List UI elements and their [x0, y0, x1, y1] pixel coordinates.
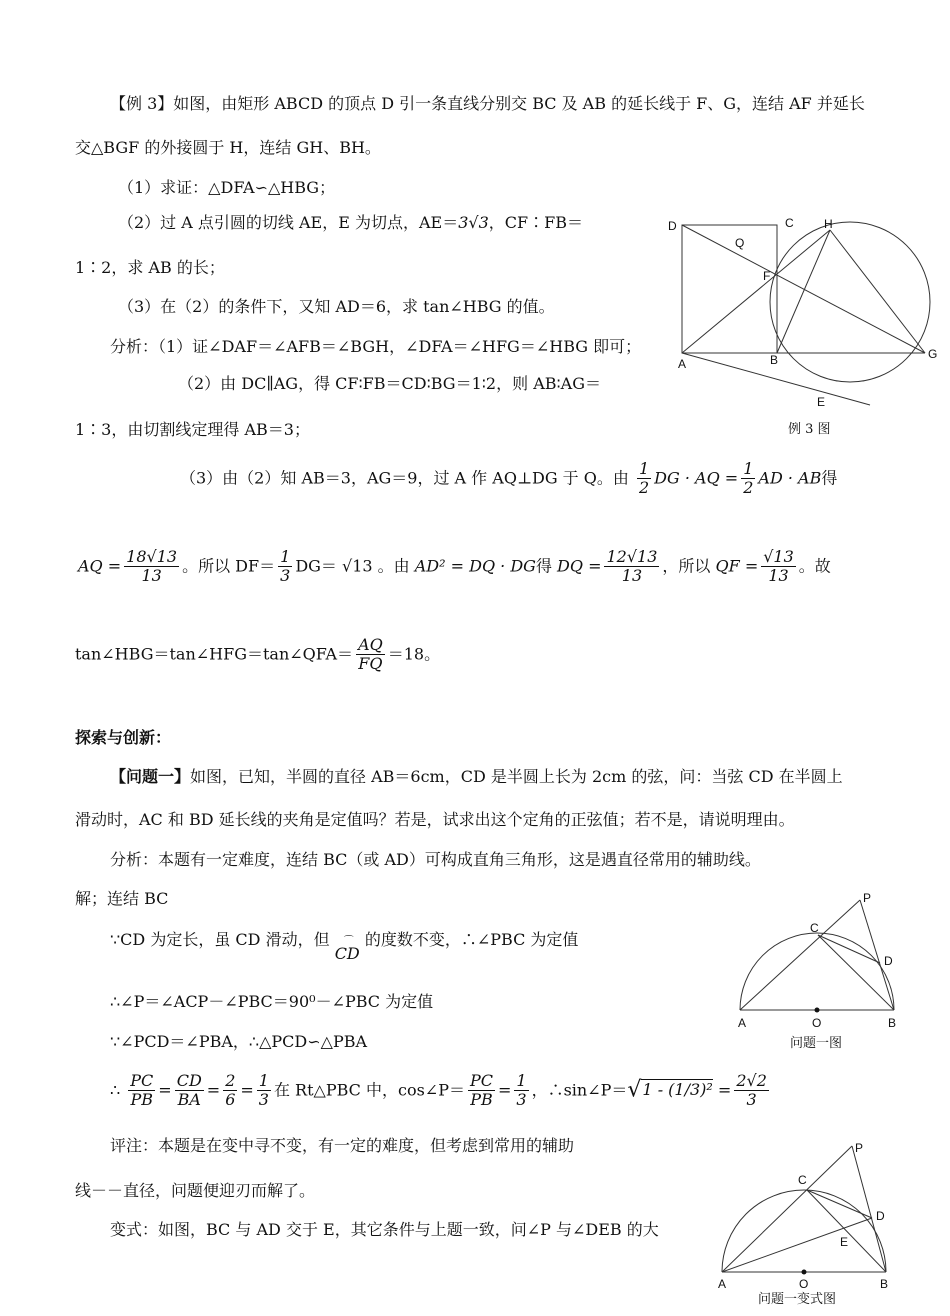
aq-label: AQ =: [78, 556, 122, 576]
label-P: P: [863, 891, 872, 905]
variant-figure-caption: 问题一变式图: [758, 1292, 837, 1307]
frac-1-3: $\frac{1}{3}$: [258, 1071, 269, 1110]
frac-pc-pb-2: $\frac{PC}{PB}$: [469, 1071, 493, 1110]
a3-de: 得: [821, 468, 838, 488]
frac-half-2: $\frac{1}{2}$: [743, 459, 754, 498]
chord-cd-2: [807, 1190, 872, 1218]
s4-mid: 在 Rt△PBC 中，cos∠P＝: [273, 1080, 465, 1100]
arc-cd: ⌒ CD: [334, 936, 360, 963]
problem1-line2: 滑动时，AC 和 BD 延长线的夹角是定值吗？若是，试求出这个定角的正弦值；若不是，请说明理由。: [75, 810, 795, 829]
frac-third: $\frac{1}{3}$: [280, 547, 291, 586]
label-D: D: [668, 219, 677, 233]
label-A: A: [738, 1016, 747, 1030]
q2-text-b: ，CF∶FB＝: [488, 213, 584, 232]
frac-1-3-b: $\frac{1}{3}$: [516, 1071, 527, 1110]
ex3-line2: 交△BGF 的外接圆于 H，连结 GH、BH。: [75, 138, 381, 157]
label-H: H: [824, 217, 833, 231]
problem1-figure: [730, 888, 910, 1033]
label-B2: B: [880, 1277, 889, 1288]
s1-text-b: 的度数不变，∴∠PBC 为定值: [364, 930, 579, 949]
problem1-tag: 【问题一】: [110, 767, 191, 786]
label-E2: E: [840, 1235, 849, 1249]
label-D2: D: [876, 1209, 885, 1223]
ex3-question1: （1）求证：△DFA∽△HBG；: [118, 178, 336, 197]
label-C2: C: [798, 1173, 807, 1187]
label-C: C: [810, 921, 819, 935]
line-ap-2: [722, 1146, 852, 1272]
variant-line: 变式：如图，BC 与 AD 交于 E，其它条件与上题一致，问∠P 与∠DEB 的大: [110, 1220, 659, 1239]
semicircle-2: [722, 1190, 886, 1272]
frac-half-1: $\frac{1}{2}$: [638, 459, 650, 498]
label-B: B: [770, 353, 779, 367]
line-ad-2: [722, 1218, 872, 1272]
line-dg: [682, 225, 925, 353]
ex3-figure-caption: 例 3 图: [788, 422, 831, 437]
ex3-analysis3: [180, 460, 837, 498]
section-title: 探索与创新：: [75, 728, 172, 747]
solution-step4: ∴ $\frac{PC}{PB}$ = $\frac{CD}{BA}$ = $\frac{2}{6}$ = $\frac{1}{3}$ 在 Rt△PBC 中，cos∠P＝ $\frac{PC}{PB}$ = $\frac{1}{3}$ ，∴sin∠P＝√1 - (1/3)² = $\frac{2√2}{3}$: [110, 1071, 767, 1110]
variant-figure: [712, 1138, 902, 1288]
line-ap: [740, 900, 860, 1010]
q2-text-a: （2）过 A 点引圆的切线 AE，E 为切点，AE＝: [118, 213, 459, 232]
label-A: A: [678, 357, 687, 371]
ex3-question2-cont: 1∶2，求 AB 的长；: [75, 258, 225, 277]
semicircle: [740, 933, 894, 1010]
frac-dq: $\frac{12√13}{13}$: [606, 547, 658, 586]
frac-aq-fq: $\frac{AQ}{FQ}$: [358, 635, 383, 674]
ex3-figure: [660, 212, 945, 442]
b-text5: 。故: [798, 556, 831, 576]
s4-therefore: ∴: [110, 1080, 121, 1100]
ex3-analysis2: （2）由 DC∥AG，得 CF∶FB＝CD∶BG＝1∶2，则 AB∶AG＝: [178, 374, 602, 393]
label-P2: P: [855, 1141, 864, 1155]
q2-ae-value: 3√3: [458, 213, 489, 232]
dq-label: DQ =: [557, 556, 602, 576]
b-text4: ，所以: [662, 556, 711, 576]
label-E: E: [817, 395, 826, 409]
circumcircle: [770, 222, 930, 382]
chord-cd: [818, 935, 880, 963]
frac-aq: $\frac{18√13}{13}$: [126, 547, 178, 586]
label-A2: A: [718, 1277, 727, 1288]
s4-radicand: 1 - (1/3)²: [642, 1080, 713, 1100]
label-O: O: [812, 1016, 822, 1030]
a3-text: （3）由（2）知 AB＝3，AG＝9，过 A 作 AQ⊥DG 于 Q。由: [180, 468, 629, 488]
frac-2-6: $\frac{2}{6}$: [225, 1071, 236, 1110]
c-text2: ＝18。: [387, 644, 441, 664]
ex3-line1: 【例 3】如图，由矩形 ABCD 的顶点 D 引一条直线分别交 BC 及 AB 的延长线于 F、G，连结 AF 并延长: [110, 94, 865, 113]
ex3-conclusion: [75, 636, 440, 674]
b-math: AD² = DQ · DG: [414, 556, 536, 576]
label-G: G: [928, 347, 938, 361]
c-text1: tan∠HBG＝tan∠HFG＝tan∠QFA＝: [75, 644, 354, 664]
ex3-analysis2-cont: 1∶3，由切割线定理得 AB＝3；: [75, 420, 310, 439]
label-D: D: [884, 954, 893, 968]
center-point-2: [802, 1270, 807, 1275]
solution-start: 解；连结 BC: [75, 889, 169, 908]
problem1-figure-caption: 问题一图: [790, 1036, 843, 1051]
problem1-line1: [110, 767, 843, 786]
label-F: F: [763, 269, 771, 283]
b-text3: 得: [535, 556, 552, 576]
s1-text-a: ∵CD 为定长，虽 CD 滑动，但: [110, 930, 330, 949]
problem1-analysis: 分析：本题有一定难度，连结 BC（或 AD）可构成直角三角形，这是遇直径常用的辅助线。: [110, 850, 761, 869]
ex3-question3: （3）在（2）的条件下，又知 AD＝6，求 tan∠HBG 的值。: [118, 297, 555, 316]
s4-sin: ，∴sin∠P＝: [531, 1080, 628, 1100]
remark-line2: 线－－直径，问题便迎刃而解了。: [75, 1181, 316, 1200]
line-hg: [830, 230, 925, 353]
solution-step2: ∴∠P＝∠ACP－∠PBC＝90⁰－∠PBC 为定值: [110, 992, 434, 1011]
label-O2: O: [799, 1277, 809, 1288]
frac-pc-pb: $\frac{PC}{PB}$: [130, 1071, 154, 1110]
a3-math2: AD · AB: [758, 468, 822, 488]
problem1-text: 如图，已知，半圆的直径 AB＝6cm，CD 是半圆上长为 2cm 的弦，问：当弦 CD 在半圆上: [190, 767, 843, 786]
a3-math1: DG · AQ =: [654, 468, 739, 488]
frac-2sqrt2-3: $\frac{2√2}{3}$: [736, 1071, 767, 1110]
ex3-question2: [118, 213, 583, 232]
label-C: C: [785, 216, 794, 230]
remark-line1: 评注：本题是在变中寻不变，有一定的难度，但考虑到常用的辅助: [110, 1136, 575, 1155]
frac-qf: $\frac{√13}{13}$: [763, 547, 794, 586]
ex3-analysis1: 分析：（1）证∠DAF＝∠AFB＝∠BGH，∠DFA＝∠HFG＝∠HBG 即可；: [110, 337, 642, 356]
ex3-analysis3-line2: [78, 548, 831, 586]
frac-cd-ba: $\frac{CD}{BA}$: [176, 1071, 202, 1110]
b-text2: DG＝ √13 。由: [295, 556, 410, 576]
label-B: B: [888, 1016, 897, 1030]
rectangle-abcd: [682, 225, 777, 353]
label-Q: Q: [735, 236, 745, 250]
b-text1: 。所以 DF＝: [182, 556, 276, 576]
qf-label: QF =: [715, 556, 759, 576]
line-bh: [777, 230, 830, 353]
center-point: [815, 1008, 820, 1013]
solution-step3: ∵∠PCD＝∠PBA，∴△PCD∽△PBA: [110, 1032, 368, 1051]
solution-step1: [110, 930, 578, 963]
